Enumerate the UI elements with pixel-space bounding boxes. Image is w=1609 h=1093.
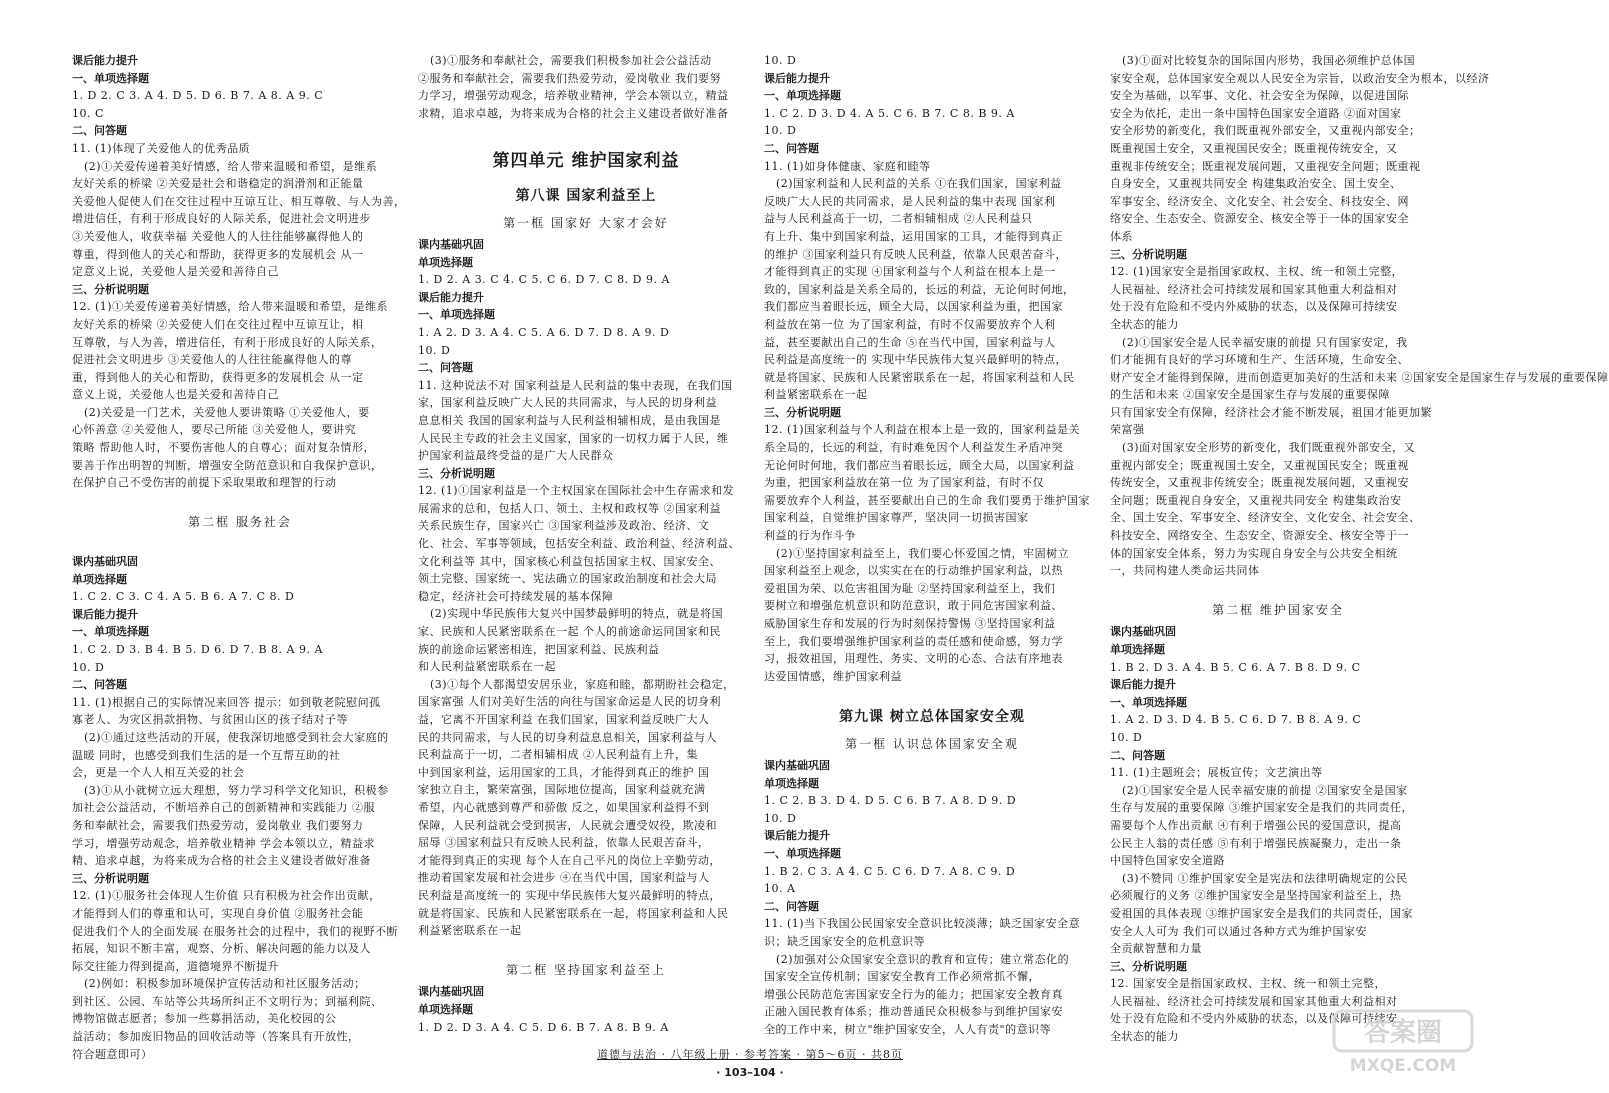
text-line: 传统安全，又重视非传统安全；既重视发展问题，又重视安 (1110, 476, 1409, 490)
text-line: 到社区、公园、车站等公共场所纠正不文明行为；到福利院、 (72, 994, 383, 1008)
text-line: 12. (1)①服务社会体现人生价值 只有积极为社会作出贡献， (72, 889, 381, 903)
text-line: 利益的行为作斗争 (764, 529, 856, 543)
text-line: 识；缺乏国家安全的危机意识等 (764, 934, 925, 948)
section-heading: 课内基础巩固 (1110, 625, 1176, 639)
text-line: 有上升、集中到国家利益，运用国家的工具，才能得到真正 (764, 229, 1063, 243)
section-heading: 三、分析说明题 (72, 871, 149, 885)
text-line: 拓展，知识不断丰富，观察、分析、解决问题的能力以及人 (72, 942, 371, 956)
text-line: 11. (1)主题班会；展板宣传；文艺演出等 (1110, 766, 1323, 780)
text-line: 重，得到他人的关心和帮助，获得更多的发展机会 从一定 (72, 370, 364, 384)
section-heading: 三、分析说明题 (1110, 959, 1187, 973)
text-line: 加社会公益活动，不断培养自己的创新精神和实践能力 ②服 (72, 801, 375, 815)
text-line: 精、追求卓越，为将来成为合格的社会主义建设者做好准备 (72, 854, 371, 868)
text-line: 正融入国民教育体系；推动普通民众积极参与到维护国家安 (764, 1005, 1063, 1019)
text-line: 才能得到人们的尊重和认可，实现自身价值 ②服务社会能 (72, 906, 364, 920)
text-line: 化、社会、军事等领域，包括安全利益、政治利益、经济利益、 (418, 537, 740, 551)
text-line: 心怀善意 ②关爱他人，要尽己所能 ③关爱他人，要讲究 (72, 423, 356, 437)
text-line: 中国特色国家安全道路 (1110, 854, 1225, 868)
text-line: 必须履行的义务 ②维护国家安全是坚持国家利益至上，热 (1110, 889, 1402, 903)
text-line: 策略 帮助他人时，不要伤害他人的自尊心；面对复杂情形， (72, 441, 375, 455)
text-line: 益，它离不开国家利益 在我们国家，国家利益反映广大人 (418, 713, 710, 726)
footer-page-numbers: · 103–104 · (716, 1066, 784, 1079)
text-line: 达爱国情感，维护国家利益 (764, 669, 902, 683)
text-line: (2)实现中华民族伟大复兴中国梦最鲜明的特点，就是将国 (430, 607, 724, 621)
column-1 (72, 52, 408, 1061)
frame-title: 第二框 坚持国家利益至上 (506, 963, 666, 978)
text-line: 全状态的能力 (1110, 317, 1179, 331)
text-line: 屈辱 ③国家利益只有反映人民利益，依靠人民艰苦奋斗， (418, 836, 710, 850)
text-line: 族的前途命运紧密相连，把国家利益、民族利益 (418, 642, 660, 656)
text-line: 只有国家安全有保障，经济社会才能不断发展，祖国才能更加繁 (1110, 405, 1432, 419)
text-line: (2)关爱是一门艺术，关爱他人要讲策略 ①关爱他人，要 (84, 405, 370, 419)
text-line: 人民福祉、经济社会可持续发展和国家其他重大利益相对 (1110, 282, 1398, 296)
text-line: 尊重，得到他人的关心和帮助，获得更多的发展机会 从一 (72, 247, 364, 261)
text-line: 稳定，经济社会可持续发展的基本保障 (418, 589, 614, 603)
frame-title: 第二框 服务社会 (188, 515, 292, 530)
text-line: 一，共同构建人类命运共同体 (1110, 564, 1260, 578)
text-line: 就是将国家、民族和人民紧密联系在一起，将国家利益和人民 (418, 906, 729, 920)
text-line: ②服务和奉献社会，需要我们热爱劳动，爱岗敬业 我们要努 (418, 71, 721, 85)
text-line: 10. D (764, 124, 797, 138)
text-line: 家独立自主，繁荣富强，国际地位提高，国家利益就充满 (418, 783, 706, 797)
text-line: 就是将国家、民族和人民紧密联系在一起，将国家利益和人民 (764, 370, 1075, 384)
text-line: 定意义上说，关爱他人是关爱和善待自己 (72, 265, 279, 279)
section-heading: 三、分析说明题 (764, 405, 841, 419)
text-line: 重视非传统安全；既重视发展问题，又重视安全问题；既重视 (1110, 159, 1421, 173)
section-heading: 一、单项选择题 (764, 89, 841, 103)
text-line: 友好关系的桥梁 ②关爱是社会和谐稳定的润滑剂和正能量 (72, 177, 364, 191)
text-line: 全状态的能力 (1110, 1030, 1179, 1044)
text-line: 需要每个人作出贡献 ④有利于增强公民的爱国意识，提高 (1110, 818, 1402, 832)
text-line: 增强公民防范危害国家安全行为的能力；把国家安全教育真 (764, 987, 1063, 1001)
text-line: 和人民利益紧密联系在一起 (418, 660, 556, 674)
text-line: 家、民族和人民紧密联系在一起 个人的前途命运同国家和民 (418, 625, 721, 639)
text-line: 利益紧密联系在一起 (764, 388, 868, 402)
text-line: 保障，人民利益就会受到损害，人民就会遭受奴役，欺凌和 (418, 818, 717, 832)
section-heading: 课后能力提升 (764, 829, 830, 843)
text-line: 国家利益至上观念，以实实在在的行动维护国家利益，以热 (764, 564, 1063, 578)
text-line: 生存与发展的重要保障 ③维护国家安全是我们的共同责任， (1110, 801, 1413, 815)
text-line: 展需求的总和，包括人口、领土、主权和政权等 ②国家利益 (418, 501, 721, 515)
text-line: 12. (1)国家安全是指国家政权、主权、统一和领土完整， (1110, 265, 1404, 279)
section-heading: 课内基础巩固 (418, 237, 484, 251)
section-heading: 一、单项选择题 (1110, 695, 1187, 709)
lesson-title: 第八课 国家利益至上 (515, 187, 657, 204)
text-line: 力学习，增强劳动观念，培养敬业精神，学会本领以立，精益 (418, 89, 729, 103)
text-line: 12. (1)国家利益与个人利益在根本上是一致的，国家利益是关 (764, 423, 1081, 437)
text-line: (3)①服务和奉献社会，需要我们积极参加社会公益活动 (430, 54, 712, 67)
text-line: 促进社会文明进步 ③关爱他人的人往往能赢得他人的尊 (72, 353, 352, 367)
text-line: 1. A 2. D 3. A 4. C 5. A 6. D 7. D 8. A 9. D (418, 325, 670, 339)
text-line: (3)不赞同 ①维护国家安全是宪法和法律明确规定的公民 (1122, 871, 1408, 885)
text-line: 11. (1)当下我国公民国家安全意识比较淡薄；缺乏国家安全意 (764, 917, 1081, 931)
text-line: 才能得到真正的实现 ④国家利益与个人利益在根本上是一 (764, 265, 1056, 279)
text-line: 无论何时何地，我们都应当着眼长远，顾全大局，以国家利益 (764, 458, 1075, 472)
spacer (72, 492, 408, 510)
text-line: 国家富强 人们对美好生活的向往与国家命运是人民的切身利 (418, 695, 721, 709)
text-line: 威胁国家生存和发展的行为时刻保持警惕 ③坚持国家利益 (764, 617, 1056, 630)
text-line: 1. A 2. D 3. D 4. B 5. C 6. D 7. B 8. A 9. C (1110, 713, 1362, 727)
text-line: 博物馆做志愿者；参加一些募捐活动，美化校园的公 (72, 1012, 337, 1026)
text-line: 利益紧密联系在一起 (418, 924, 522, 938)
text-line: 利益放在第一位 为了国家利益，有时不仅需要放弃个人利 (764, 317, 1056, 331)
text-line: 求精，追求卓越，为将来成为合格的社会主义建设者做好准备 (418, 106, 729, 120)
footer-subject-line: 道德与法治 · 八年级上册 · 参考答案 · 第5～6页 · 共8页 (597, 1048, 903, 1061)
text-line: 10. D (1110, 730, 1143, 744)
text-line: 1. C 2. B 3. D 4. D 5. C 6. B 7. A 8. D 9. D (764, 794, 1017, 808)
spacer (72, 535, 408, 553)
text-line: 安全为依托，走出一条中国特色国家安全道路 ②面对国家 (1110, 106, 1402, 120)
text-line: 友好关系的桥梁 ②关爱使人们在交往过程中互谅互让，相 (72, 317, 364, 331)
text-line: 寡老人、为灾区捐款捐物、与贫困山区的孩子结对子等 (72, 713, 348, 727)
section-heading: 课后能力提升 (418, 290, 484, 304)
text-line: 11. (1)根据自己的实际情况来回答 提示：如到敬老院慰问孤 (72, 695, 381, 709)
text-line: 益活动；参加废旧物品的回收活动等（答案具有开放性， (72, 1030, 360, 1044)
text-line: 至上，我们要增强维护国家利益的责任感和使命感，努力学 (764, 634, 1063, 648)
text-line: 增进信任，有利于形成良好的人际关系，促进社会文明进步 (72, 212, 371, 226)
section-heading: 二、问答题 (1110, 748, 1165, 762)
text-line: 10. D (418, 343, 451, 357)
text-line: 符合题意即可） (72, 1047, 153, 1061)
text-line: 际交往能力得到提高，道德境界不断提升 (72, 959, 279, 973)
text-line: 10. D (764, 54, 797, 67)
text-line: 11. 这种说法不对 国家利益是人民利益的集中表现，在我们国 (418, 378, 733, 392)
text-line: 系全局的，长远的利益，有时难免因个人利益发生矛盾冲突 (764, 441, 1063, 455)
text-line: 温暖 同时，也感受到我们生活的是一个互帮互助的社 (72, 748, 341, 762)
section-heading: 三、分析说明题 (1110, 247, 1187, 261)
text-line: 11. (1)如身体健康、家庭和睦等 (764, 159, 931, 173)
text-line: 益与人民利益高于一切，二者相辅相成 ②人民利益只 (764, 212, 1033, 226)
text-line: 致的，国家利益是关系全局的，长远的利益，无论何时何地， (764, 282, 1075, 296)
text-line: 军事安全、经济安全、文化安全、社会安全、科技安全、网 (1110, 194, 1409, 208)
section-heading: 课后能力提升 (72, 54, 138, 67)
column-4 (1110, 52, 1609, 1044)
text-line: 的生活和未来 ②国家安全是国家生存与发展的重要保障 (1110, 388, 1390, 402)
section-heading: 课后能力提升 (1110, 678, 1176, 692)
column-2 (418, 52, 754, 1042)
text-line: 互尊敬，与人为善，增进信任，有利于形成良好的人际关系， (72, 335, 383, 349)
watermark-url: MXQE.COM (1349, 1056, 1457, 1076)
section-heading: 一、单项选择题 (418, 308, 495, 322)
column-3 (764, 52, 1100, 1042)
text-line: (2)①国家安全是人民幸福安康的前提 只有国家安定，我 (1122, 335, 1408, 349)
text-line: 为重，把国家利益放在第一位 为了国家利益，有时不仅 (764, 476, 1044, 490)
text-line: 重视内部安全；既重视国土安全，又重视国民安全；既重视 (1110, 458, 1409, 472)
section-heading: 二、问答题 (764, 141, 819, 155)
text-line: (2)①国家安全是人民幸福安康的前提 ②国家安全是国家 (1122, 783, 1408, 797)
text-line: 关系民族生存，国家兴亡 ③国家利益涉及政治、经济、文 (418, 519, 710, 533)
text-line: ③关爱他人，收获幸福 关爱他人的人往往能够赢得他人的 (72, 229, 364, 243)
spacer (418, 122, 754, 140)
watermark-logo (1328, 1007, 1478, 1077)
text-line: 12. 国家安全是指国家政权、主权、统一和领土完整， (1110, 977, 1386, 991)
spacer (764, 685, 1100, 703)
text-line: 习，报效祖国，用理性、务实、文明的心态、合法有序地表 (764, 652, 1063, 666)
text-line: 领土完整、国家统一、宪法确立的国家政治制度和社会大局 (418, 572, 717, 586)
section-heading: 课后能力提升 (72, 607, 138, 621)
section-heading: 课后能力提升 (764, 71, 830, 85)
text-line: 国家利益，自觉维护国家尊严，坚决同一切损害国家 (764, 511, 1029, 525)
text-line: 1. D 2. C 3. A 4. D 5. D 6. B 7. A 8. A 9. C (72, 89, 324, 103)
section-heading: 一、单项选择题 (72, 625, 149, 639)
section-heading: 课内基础巩固 (764, 758, 830, 772)
text-line: 要善于作出明智的判断，增强安全防范意识和自我保护意识， (72, 458, 383, 472)
text-line: 财产安全才能得到保障，进而创造更加美好的生活和未来 ②国家安全是国家生存与发展的重要保障 (1110, 370, 1609, 384)
section-heading: 单项选择题 (418, 1002, 473, 1016)
text-line: 民的共同需求，与人民的切身利益息息相关，国家利益与人 (418, 730, 717, 744)
text-line: (2)①通过这些活动的开展，使我深切地感受到社会大家庭的 (84, 730, 389, 744)
text-line: 促进我们个人的全面发展 在服务社会的过程中，我们的视野不断 (72, 924, 398, 938)
unit-title: 第四单元 维护国家利益 (492, 150, 680, 171)
text-line: 我们都应当着眼长远，顾全大局，以国家利益为重，把国家 (764, 300, 1063, 314)
text-line: 全贡献智慧和力量 (1110, 942, 1202, 956)
text-line: (3)①面对比较复杂的国际国内形势，我国必须维护总体国 (1122, 54, 1416, 67)
text-line: 安全人人可为 我们可以通过各种方式为维护国家安 (1110, 924, 1367, 938)
frame-title: 第一框 认识总体国家安全观 (845, 736, 1019, 751)
text-line: 益，甚至要献出自己的生命 ⑤在当代中国，国家利益与人 (764, 335, 1056, 349)
text-line: 家，国家利益反映广大人民的共同需求，与人民的切身利益 (418, 396, 717, 410)
text-line: 荣富强 (1110, 423, 1145, 437)
text-line: (3)面对国家安全形势的新变化，我们既重视外部安全，又 (1122, 441, 1416, 455)
text-line: 安全形势的新变化，我们既重视外部安全，又重视内部安全； (1110, 124, 1421, 138)
text-line: (3)①从小就树立远大理想，努力学习科学文化知识，积极参 (84, 783, 389, 797)
section-heading: 课内基础巩固 (418, 985, 484, 999)
text-line: 10. D (764, 811, 797, 825)
text-line: 处于没有危险和不受内外威胁的状态，以及保障可持续安 (1110, 1012, 1398, 1026)
section-heading: 二、问答题 (764, 899, 819, 913)
section-heading: 单项选择题 (764, 776, 819, 790)
text-line: 全、国土安全、军事安全、经济安全、文化安全、社会安全、 (1110, 511, 1421, 525)
text-line: 公民主人翁的责任感 ⑤有利于增强民族凝聚力，走出一条 (1110, 836, 1402, 850)
text-line: 们才能拥有良好的学习环境和生产、生活环境，生命安全、 (1110, 353, 1409, 367)
text-line: (2)例如：积极参加环境保护宣传活动和社区服务活动； (84, 977, 366, 991)
text-line: 11. (1)体现了关爱他人的优秀品质 (72, 141, 251, 155)
text-line: 才能得到真正的实现 每个人在自己平凡的岗位上辛勤劳动， (418, 853, 721, 867)
text-line: 家安全观，总体国家安全观以人民安全为宗旨，以政治安全为根本，以经济 (1110, 71, 1490, 85)
section-heading: 单项选择题 (72, 572, 127, 586)
spacer (1110, 580, 1446, 598)
text-line: 科技安全、网络安全、生态安全、资源安全、核安全等于一 (1110, 529, 1409, 543)
text-line: 护国家利益最终受益的是广大人民群众 (418, 449, 614, 463)
section-heading: 三、分析说明题 (72, 282, 149, 296)
text-line: 关爱他人促使人们在交往过程中互谅互让、相互尊敬、与人为善， (72, 194, 406, 208)
text-line: (3)①每个人都渴望安居乐业，家庭和睦，都期盼社会稳定， (430, 677, 735, 691)
text-line: 体的国家安全体系，努力为实现自身安全与公共安全相统 (1110, 546, 1398, 560)
text-line: 会，更是一个人人相互关爱的社会 (72, 766, 245, 780)
text-line: (2)①关爱传递着美好情感，给人带来温暖和希望，是维系 (84, 159, 378, 173)
text-line: 学习，增强劳动观念，培养敬业精神 学会本领以立，精益求 (72, 836, 375, 850)
text-line: 1. C 2. D 3. D 4. A 5. C 6. B 7. C 8. B 9. A (764, 106, 1015, 120)
section-heading: 一、单项选择题 (764, 846, 841, 860)
section-heading: 单项选择题 (418, 255, 473, 269)
spacer (418, 940, 754, 958)
text-line: 务和奉献社会，需要我们热爱劳动，爱岗敬业 我们要努力 (72, 818, 364, 832)
text-line: 既重视国土安全，又重视国民安全；既重视传统安全，又 (1110, 141, 1398, 155)
text-line: 10. A (764, 882, 796, 896)
text-line: 要树立和增强危机意识和防范意识，敢于同危害国家利益、 (764, 599, 1063, 613)
text-line: (2)①坚持国家利益至上，我们要心怀爱国之情，牢固树立 (776, 546, 1070, 560)
text-line: 国家安全宣传机制；国家安全教育工作必须常抓不懈， (764, 970, 1040, 984)
text-line: 1. D 2. D 3. A 4. C 5. D 6. B 7. A 8. B 9. A (418, 1020, 669, 1034)
text-line: 人民福祉、经济社会可持续发展和国家其他重大利益相对 (1110, 994, 1398, 1008)
text-line: 文化利益等 其中，国家核心利益包括国家主权、国家安全、 (418, 554, 721, 568)
text-line: 中到国家利益，运用国家的工具，才能得到真正的维护 国 (418, 765, 710, 779)
text-line: 处于没有危险和不受内外威胁的状态，以及保障可持续安 (1110, 300, 1398, 314)
text-line: 1. C 2. D 3. B 4. B 5. D 6. D 7. B 8. A 9. A (72, 643, 323, 656)
text-line: 12. (1)①国家利益是一个主权国家在国际社会中生存需求和发 (418, 484, 735, 498)
text-line: 希望，内心就感到尊严和骄傲 反之，如果国家利益得不到 (418, 800, 710, 814)
section-heading: 一、单项选择题 (72, 71, 149, 85)
frame-title: 第二框 维护国家安全 (1212, 603, 1344, 618)
frame-title: 第一框 国家好 大家才会好 (503, 215, 669, 230)
section-heading: 课内基础巩固 (72, 555, 138, 569)
text-line: 自身安全，又重视共同安全 构建集政治安全、国土安全、 (1110, 177, 1402, 191)
text-line: 10. C (72, 106, 104, 120)
text-line: 推动着国家发展和社会进步 ④在当代中国，国家利益与人 (418, 871, 710, 885)
lesson-title: 第九课 树立总体国家安全观 (839, 708, 1025, 725)
watermark-text: 答案圈 (1363, 1018, 1443, 1048)
text-line: 息息相关 我国的国家利益与人民利益相辅相成，是由我国是 (418, 413, 721, 427)
text-line: 1. C 2. C 3. C 4. A 5. B 6. A 7. C 8. D (72, 590, 295, 604)
text-line: 络安全、生态安全、资源安全、核安全等于一体的国家安全 (1110, 212, 1409, 226)
text-line: 体系 (1110, 229, 1133, 243)
text-line: 民利益是高度统一的 实现中华民族伟大复兴最鲜明的特点， (764, 353, 1067, 367)
section-heading: 二、问答题 (72, 124, 127, 138)
text-line: 人民民主专政的社会主义国家，国家的一切权力属于人民，维 (418, 431, 729, 445)
text-line: (2)加强对公众国家安全意识的教育和宣传；建立常态化的 (776, 952, 1070, 966)
section-heading: 单项选择题 (1110, 643, 1165, 656)
text-line: 12. (1)①关爱传递着美好情感，给人带来温暖和希望，是维系 (72, 300, 389, 314)
text-line: 在保护自己不受伤害的前提下采取果敢和理智的行动 (72, 476, 337, 490)
text-line: 1. D 2. A 3. C 4. C 5. C 6. D 7. C 8. D 9. A (418, 273, 670, 287)
text-line: 需要放弃个人利益，甚至要献出自己的生命 我们要勇于维护国家 (764, 493, 1090, 507)
section-heading: 三、分析说明题 (418, 466, 495, 480)
text-line: 1. B 2. D 3. A 4. B 5. C 6. A 7. B 8. D 9. C (1110, 660, 1361, 674)
text-line: 安全为基础，以军事、文化、社会安全为保障，以促进国际 (1110, 89, 1409, 103)
text-line: 10. D (72, 660, 105, 674)
text-line: 全的工作中来，树立"维护国家安全，人人有责"的意识等 (764, 1022, 1052, 1036)
text-line: 反映广大人民的共同需求，是人民利益的集中表现 国家利 (764, 194, 1056, 208)
text-line: 意义上说，关爱他人也是关爱和善待自己 (72, 388, 279, 402)
text-line: 全问题；既重视自身安全，又重视共同安全 构建集政治安 (1110, 493, 1402, 507)
section-heading: 二、问答题 (72, 678, 127, 692)
section-heading: 二、问答题 (418, 361, 473, 375)
text-line: (2)国家利益和人民利益的关系 ①在我们国家，国家利益 (776, 177, 1062, 191)
text-line: 民利益高于一切，二者相辅相成 ②人民利益有上升，集 (418, 748, 698, 762)
text-line: 爱祖国的具体表现 ③维护国家安全是我们的共同责任，国家 (1110, 906, 1413, 920)
text-line: 民利益是高度统一的 实现中华民族伟大复兴最鲜明的特点， (418, 888, 721, 902)
text-line: 的维护 ③国家利益只有反映人民利益，依靠人民艰苦奋斗， (764, 247, 1067, 261)
text-line: 1. B 2. C 3. A 4. C 5. C 6. D 7. A 8. C 9. D (764, 864, 1016, 878)
text-line: 爱祖国为荣、以危害祖国为耻 ②坚持国家利益至上，我们 (764, 581, 1056, 595)
